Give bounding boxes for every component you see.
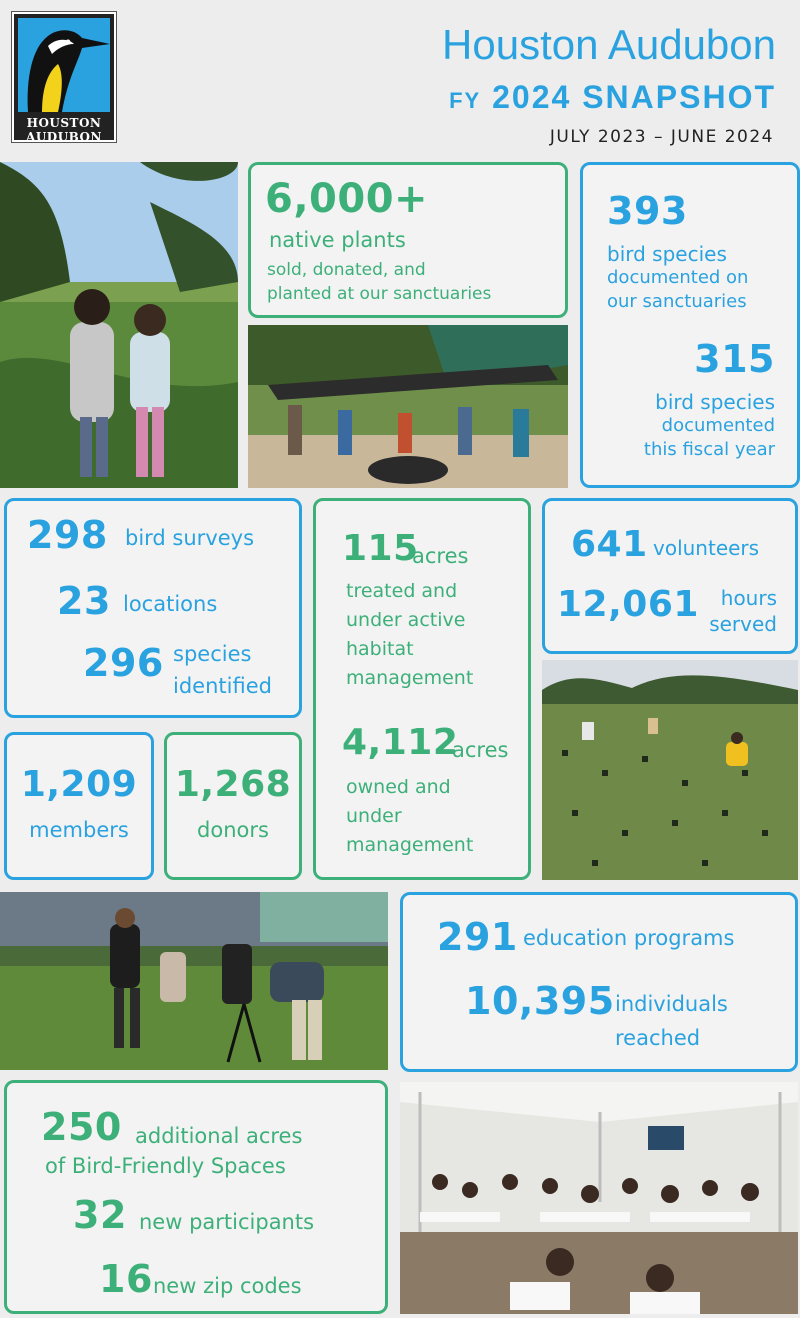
species-total-line3: our sanctuaries: [607, 291, 747, 312]
individuals-number: 10,395: [465, 979, 615, 1023]
surveys-label: bird surveys: [125, 526, 255, 550]
members-card: [4, 732, 154, 880]
new-participants-label: new participants: [139, 1210, 315, 1234]
species-year-line3: this fiscal year: [643, 439, 775, 460]
species-total-line2: documented on: [607, 267, 749, 288]
species-identified-line2: identified: [173, 674, 272, 698]
new-zip-codes-number: 16: [99, 1257, 153, 1301]
education-programs-number: 291: [437, 915, 518, 959]
volunteers-label: volunteers: [653, 536, 760, 560]
logo-text-line1: HOUSTON: [26, 116, 102, 130]
page-subtitle: [449, 80, 776, 115]
date-range: JULY 2023 – JUNE 2024: [549, 127, 774, 147]
species-total-line1: bird species: [607, 242, 727, 266]
plants-desc-line2: planted at our sanctuaries: [267, 284, 492, 304]
logo-sky: [18, 18, 110, 112]
plants-number: 6,000+: [265, 176, 429, 222]
species-year-line2: documented: [661, 415, 775, 436]
hours-line1: hours: [720, 586, 777, 610]
individuals-line2: reached: [615, 1026, 701, 1050]
acres-owned-number: 4,112: [342, 722, 459, 763]
donors-number: 1,268: [174, 764, 292, 805]
acres-owned-unit: acres: [452, 738, 509, 762]
bird-friendly-card: [4, 1080, 388, 1314]
locations-number: 23: [57, 579, 111, 623]
acres-treated-line3: habitat: [346, 638, 414, 660]
new-participants-number: 32: [73, 1193, 127, 1237]
acres-treated-number: 115: [342, 528, 419, 569]
education-card: [400, 892, 798, 1072]
photo-volunteers-planting: [542, 660, 798, 880]
snapshot-label: 2024 SNAPSHOT: [492, 79, 776, 115]
photo-girls-birding: [0, 162, 238, 488]
hours-number: 12,061: [557, 584, 699, 625]
bird-surveys-card: [4, 498, 302, 718]
education-programs-label: education programs: [523, 926, 735, 950]
houston-audubon-logo: [12, 12, 116, 142]
hours-line2: served: [709, 612, 777, 636]
bird-logo-icon: [18, 18, 114, 112]
individuals-line1: individuals: [615, 992, 728, 1016]
new-zip-codes-label: new zip codes: [153, 1274, 302, 1298]
acres-treated-line2: under active: [346, 609, 466, 631]
species-year-number: 315: [694, 337, 775, 381]
locations-label: locations: [123, 592, 218, 616]
acres-owned-line2: under: [346, 805, 402, 827]
acres-card: [313, 498, 531, 880]
acres-treated-unit: acres: [412, 544, 469, 568]
page-title: Houston Audubon: [442, 21, 776, 68]
species-year-line1: bird species: [655, 390, 775, 414]
plants-label: native plants: [269, 228, 406, 252]
donors-card: [164, 732, 302, 880]
native-plants-card: [248, 162, 568, 318]
logo-text-line2: AUDUBON: [26, 130, 102, 144]
fy-label: FY: [449, 88, 482, 113]
members-label: members: [29, 818, 129, 842]
acres-owned-line3: management: [346, 834, 474, 856]
acres-treated-line1: treated and: [346, 580, 458, 602]
additional-acres-line1: additional acres: [135, 1124, 303, 1148]
acres-owned-line1: owned and: [346, 776, 451, 798]
species-identified-number: 296: [83, 641, 164, 685]
volunteers-card: [542, 498, 798, 654]
surveys-number: 298: [27, 513, 108, 557]
donors-label: donors: [197, 818, 269, 842]
species-identified-line1: species: [173, 642, 252, 666]
photo-tent-workshop: [400, 1082, 798, 1314]
photo-birding-group: [0, 892, 388, 1070]
acres-treated-line4: management: [346, 667, 474, 689]
bird-species-card: [580, 162, 800, 488]
volunteers-number: 641: [571, 524, 648, 565]
members-number: 1,209: [20, 764, 138, 805]
additional-acres-number: 250: [41, 1105, 122, 1149]
additional-acres-line2: of Bird-Friendly Spaces: [45, 1154, 286, 1178]
photo-plant-sale: [248, 325, 568, 488]
plants-desc-line1: sold, donated, and: [267, 260, 426, 280]
species-total-number: 393: [607, 189, 688, 233]
